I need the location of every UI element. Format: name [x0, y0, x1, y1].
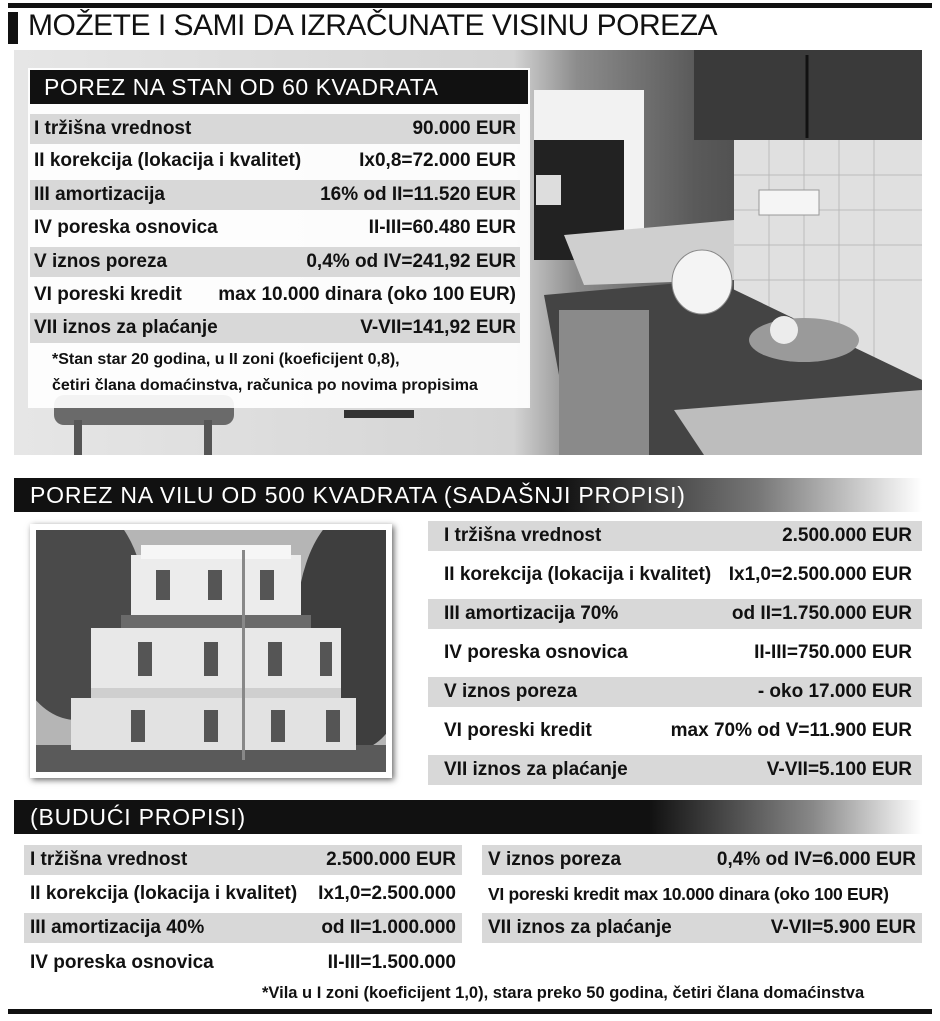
row-value: max 70% od V=11.900 EUR [670, 720, 912, 741]
row-value: II-III=60.480 EUR [368, 217, 516, 238]
row-value: Ix1,0=2.500.000 EUR [728, 564, 912, 585]
apartment-row-tax-credit [30, 280, 520, 310]
villa-tax-header: POREZ NA VILU OD 500 KVADRATA (SADAŠNJI PROPISI) [14, 478, 922, 512]
row-label: VI poreski kredit [444, 720, 592, 741]
villa-row-correction [428, 560, 922, 590]
row-label: II korekcija (lokacija i kvalitet) [30, 883, 298, 904]
villa-row-market-value [428, 521, 922, 551]
villa-row-tax-base [428, 638, 922, 668]
apartment-row-amortization [30, 180, 520, 210]
row-label: II korekcija (lokacija i kvalitet) [444, 564, 712, 585]
villa-footnote: *Vila u I zoni (koeficijent 1,0), stara preko 50 godina, četiri člana domaćinstva [262, 984, 865, 1002]
row-value: Ix0,8=72.000 EUR [359, 150, 516, 171]
future-row-market-value [24, 845, 462, 875]
apartment-note-line-2: četiri člana domaćinstva, računica po novima propisima [52, 377, 478, 394]
villa-row-amortization [428, 599, 922, 629]
row-value: V-VII=141,92 EUR [360, 317, 516, 338]
villa-row-tax-amount [428, 677, 922, 707]
row-label: VII iznos za plaćanje [34, 317, 218, 338]
row-label: III amortizacija 40% [30, 917, 205, 938]
row-label: I tržišna vrednost [444, 525, 602, 546]
apartment-row-amount-due [30, 313, 520, 343]
future-row-tax-credit [482, 879, 922, 909]
row-label: VI poreski kredit max 10.000 dinara (oko 100 EUR) [488, 884, 889, 904]
future-row-tax-base [24, 948, 462, 978]
future-row-tax-amount [482, 845, 922, 875]
bottom-rule [8, 1009, 932, 1014]
villa-row-tax-credit [428, 716, 922, 746]
apartment-row-market-value [30, 114, 520, 144]
row-value: od II=1.750.000 EUR [731, 603, 912, 624]
row-value: V-VII=5.100 EUR [766, 759, 912, 780]
row-label: II korekcija (lokacija i kvalitet) [34, 150, 302, 171]
row-label: VI poreski kredit [34, 284, 182, 305]
row-value: II-III=1.500.000 [327, 952, 456, 973]
row-label: III amortizacija [34, 184, 165, 205]
top-rule [8, 3, 932, 8]
title-accent-bar [8, 12, 18, 44]
villa-photo [36, 530, 386, 772]
row-value: 0,4% od IV=241,92 EUR [306, 251, 516, 272]
apartment-row-correction [30, 146, 520, 176]
villa-row-amount-due [428, 755, 922, 785]
row-value: max 10.000 dinara (oko 100 EUR) [218, 284, 516, 305]
future-regulations-header: (BUDUĆI PROPISI) [14, 800, 922, 834]
apartment-tax-header: POREZ NA STAN OD 60 KVADRATA [30, 70, 528, 104]
row-value: 0,4% od IV=6.000 EUR [716, 849, 916, 870]
apartment-row-tax-amount [30, 247, 520, 277]
row-value: Ix1,0=2.500.000 [318, 883, 456, 904]
row-label: V iznos poreza [34, 251, 168, 272]
apartment-row-tax-base [30, 213, 520, 243]
future-row-correction [24, 879, 462, 909]
row-label: VII iznos za plaćanje [444, 759, 628, 780]
row-value: 90.000 EUR [412, 118, 516, 139]
page-title: MOŽETE I SAMI DA IZRAČUNATE VISINU POREZA [28, 9, 718, 42]
row-label: V iznos poreza [444, 681, 578, 702]
row-value: II-III=750.000 EUR [754, 642, 912, 663]
apartment-note-line-1: *Stan star 20 godina, u II zoni (koeficijent 0,8), [52, 351, 400, 368]
row-label: I tržišna vrednost [30, 849, 188, 870]
future-row-amortization [24, 913, 462, 943]
row-value: 16% od II=11.520 EUR [320, 184, 516, 205]
row-label: III amortizacija 70% [444, 603, 619, 624]
row-label: IV poreska osnovica [30, 952, 214, 973]
row-label: V iznos poreza [488, 849, 622, 870]
row-label: IV poreska osnovica [444, 642, 628, 663]
row-value: 2.500.000 EUR [782, 525, 912, 546]
row-label: VII iznos za plaćanje [488, 917, 672, 938]
row-value: V-VII=5.900 EUR [770, 917, 916, 938]
row-value: od II=1.000.000 [321, 917, 456, 938]
row-label: IV poreska osnovica [34, 217, 218, 238]
row-label: I tržišna vrednost [34, 118, 192, 139]
row-value: - oko 17.000 EUR [757, 681, 912, 702]
future-row-amount-due [482, 913, 922, 943]
row-value: 2.500.000 EUR [326, 849, 456, 870]
